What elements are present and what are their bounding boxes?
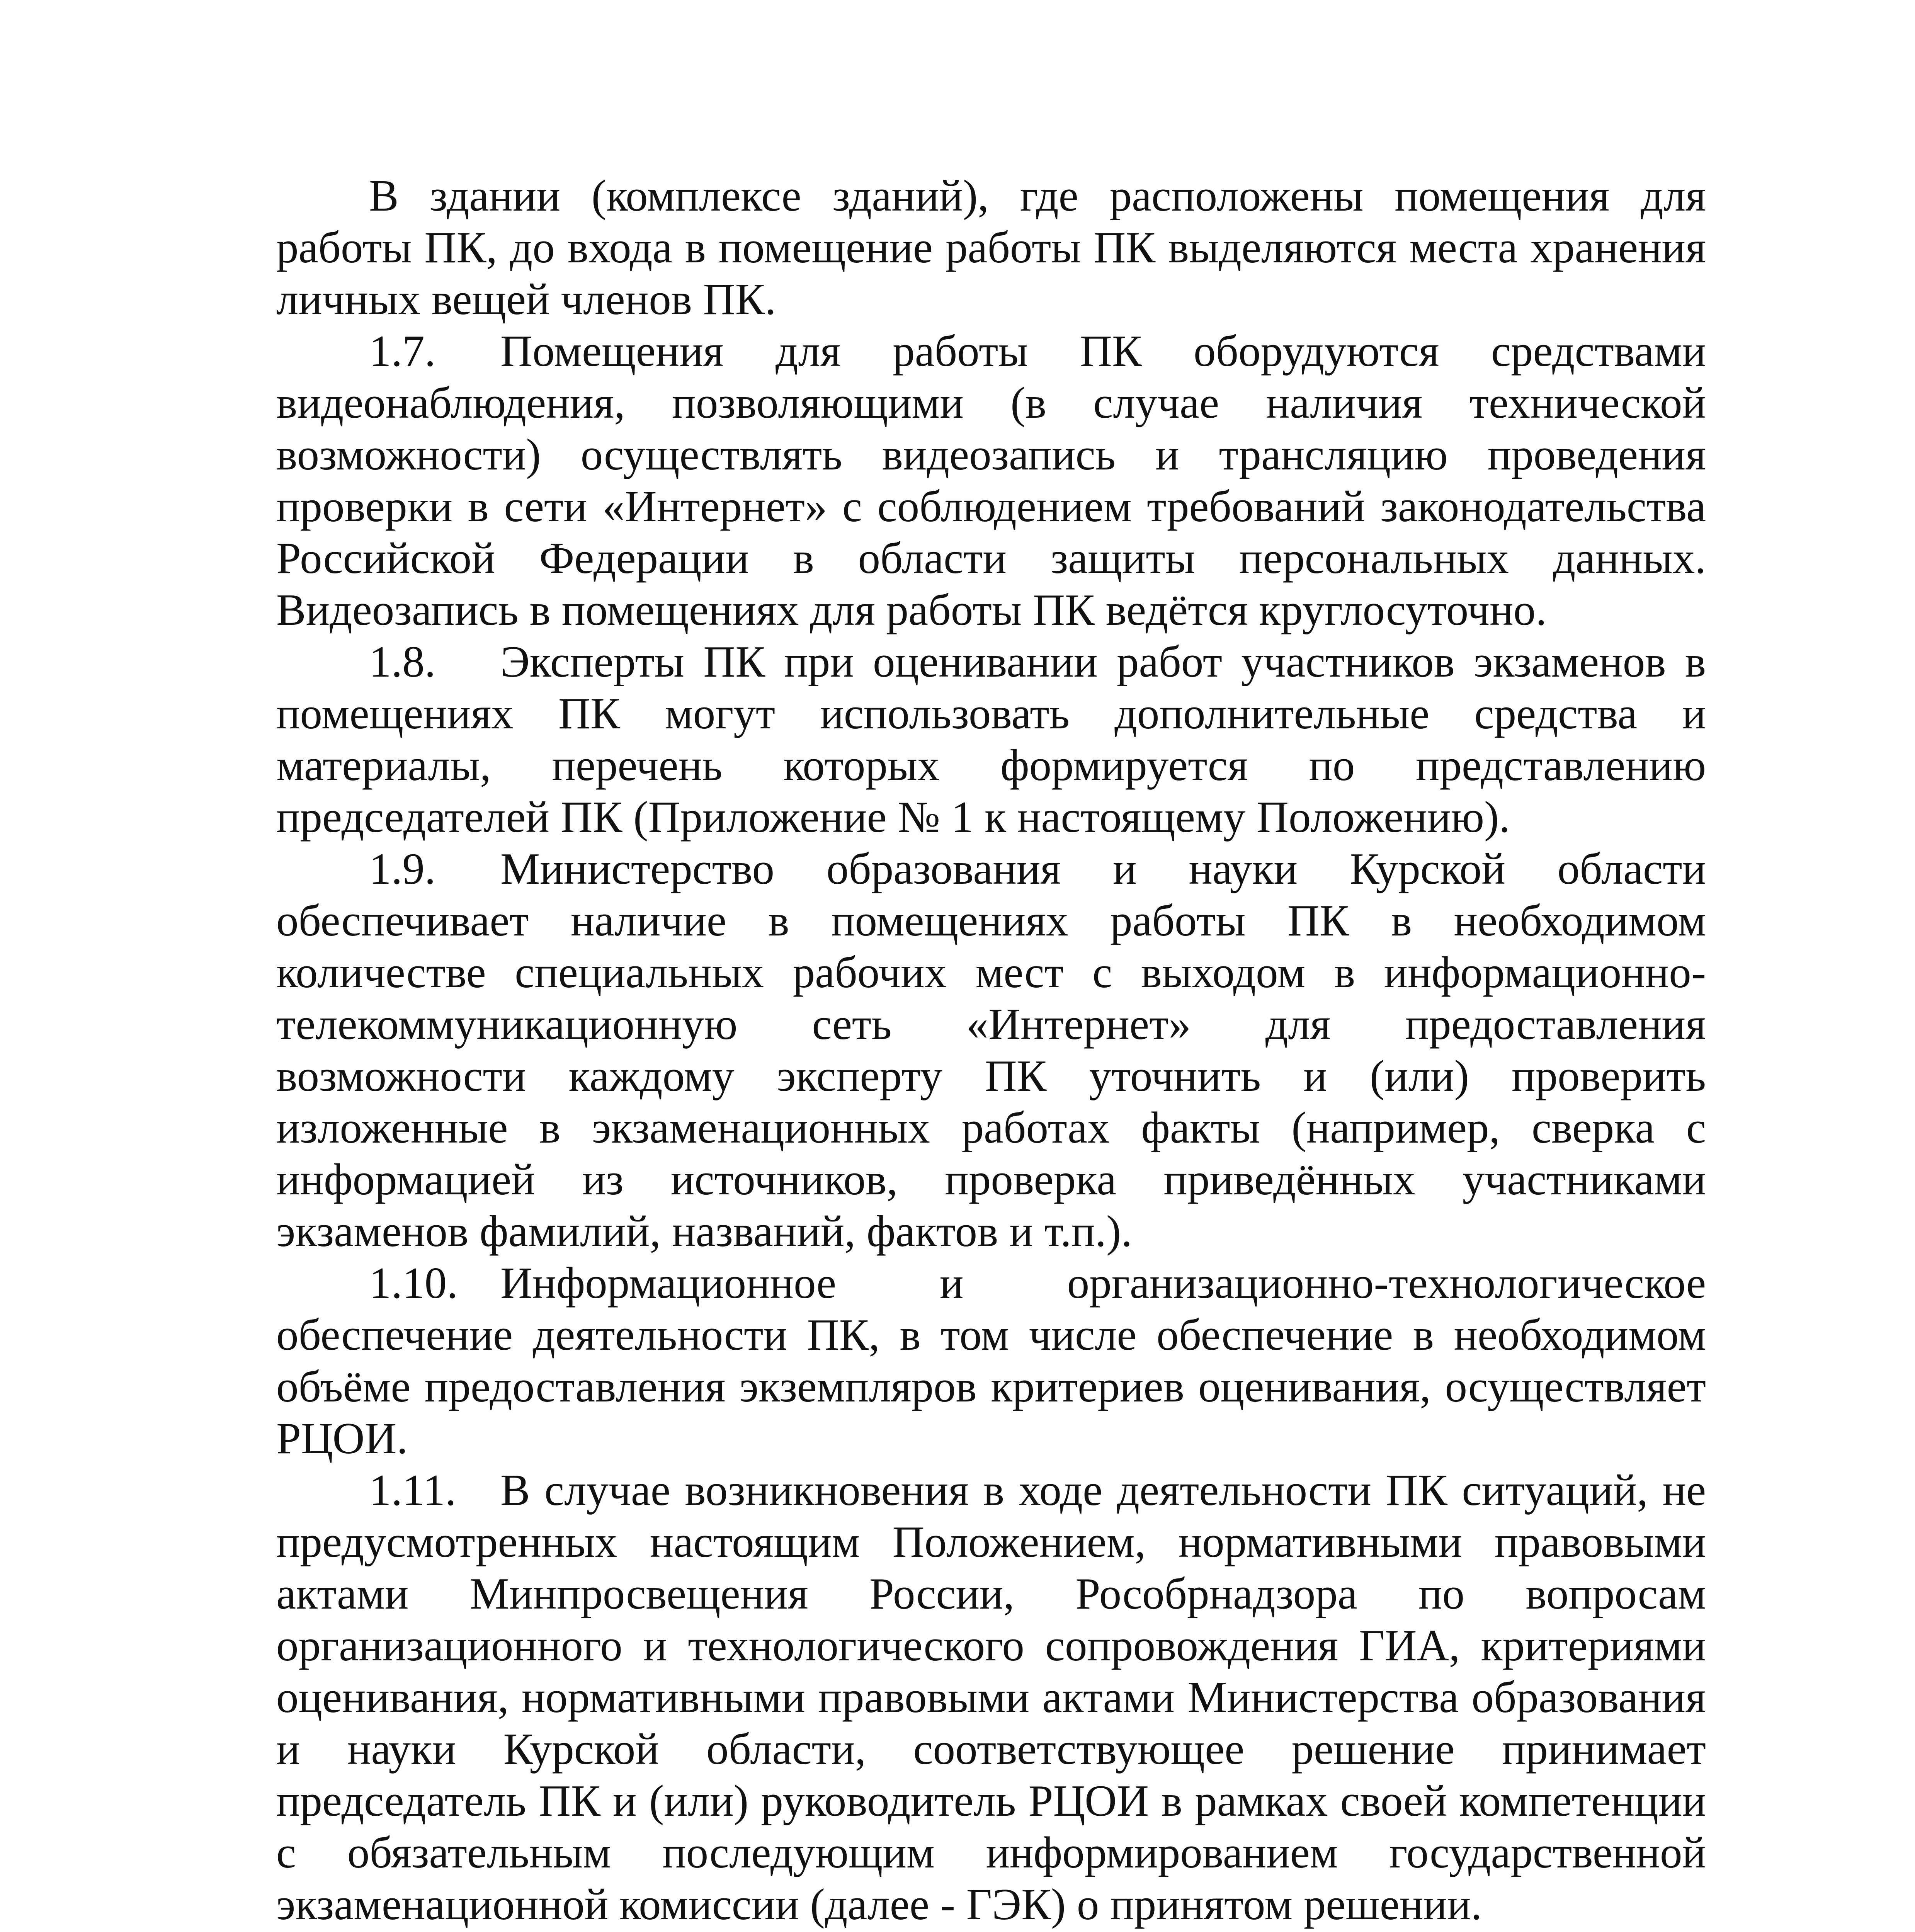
paragraph-1-7	[276, 325, 1706, 636]
paragraph-text: Министерство образования и науки Курской области обеспечивает наличие в помещениях работы ПК в необходимом количестве специальных рабочих мест с выходом в информационно-телекоммуникационную сеть «Интернет» для предоставления возможности каждому эксперту ПК уточнить и (или) проверить изложенные в экзаменационных работах факты (например, сверка с информацией из источников, проверка приведённых участниками экзаменов фамилий, названий, фактов и т.п.).	[276, 844, 1706, 1256]
paragraph-text: В случае возникновения в ходе деятельности ПК ситуаций, не предусмотренных настоящим Положением, нормативными правовыми актами Минпросвещения России, Рособрнадзора по вопросам организационного и технологического сопровождения ГИА, критериями оценивания, нормативными правовыми актами Министерства образования и науки Курской области, соответствующее решение принимает председатель ПК и (или) руководитель РЦОИ в рамках своей компетенции с обязательным последующим информированием государственной экзаменационной комиссии (далее - ГЭК) о принятом решении.	[276, 1466, 1706, 1929]
paragraph-number: 1.8.	[369, 637, 436, 686]
paragraph-text: В здании (комплексе зданий), где расположены помещения для работы ПК, до входа в помещение работы ПК выделяются места хранения личных вещей членов ПК.	[276, 171, 1706, 324]
paragraph-1-9	[276, 843, 1706, 1257]
paragraph-text: Информационное и организационно-технологическое обеспечение деятельности ПК, в том числе обеспечение в необходимом объёме предоставления экземпляров критериев оценивания, осуществляет РЦОИ.	[276, 1259, 1706, 1463]
paragraph-number: 1.9.	[369, 844, 436, 893]
paragraph-number: 1.10.	[369, 1259, 458, 1308]
document-body	[276, 170, 1706, 1932]
paragraph-1-12	[276, 1930, 1706, 1932]
paragraph-number: 1.7.	[369, 327, 436, 376]
paragraph-1-11	[276, 1464, 1706, 1930]
paragraph-text: Помещения для работы ПК оборудуются средствами видеонаблюдения, позволяющими (в случае наличия технической возможности) осуществлять видеозапись и трансляцию проведения проверки в сети «Интернет» с соблюдением требований законодательства Российской Федерации в области защиты персональных данных. Видеозапись в помещениях для работы ПК ведётся круглосуточно.	[276, 327, 1706, 634]
paragraph-1-10	[276, 1257, 1706, 1464]
paragraph-number	[369, 1930, 500, 1932]
paragraph-intro	[276, 170, 1706, 325]
paragraph-1-8	[276, 636, 1706, 843]
paragraph-number: 1.11.	[369, 1466, 456, 1515]
paragraph-text: Эксперты ПК при оценивании работ участников экзаменов в помещениях ПК могут использовать дополнительные средства и материалы, перечень которых формируется по представлению председателей ПК (Приложение № 1 к настоящему Положению).	[276, 637, 1706, 842]
